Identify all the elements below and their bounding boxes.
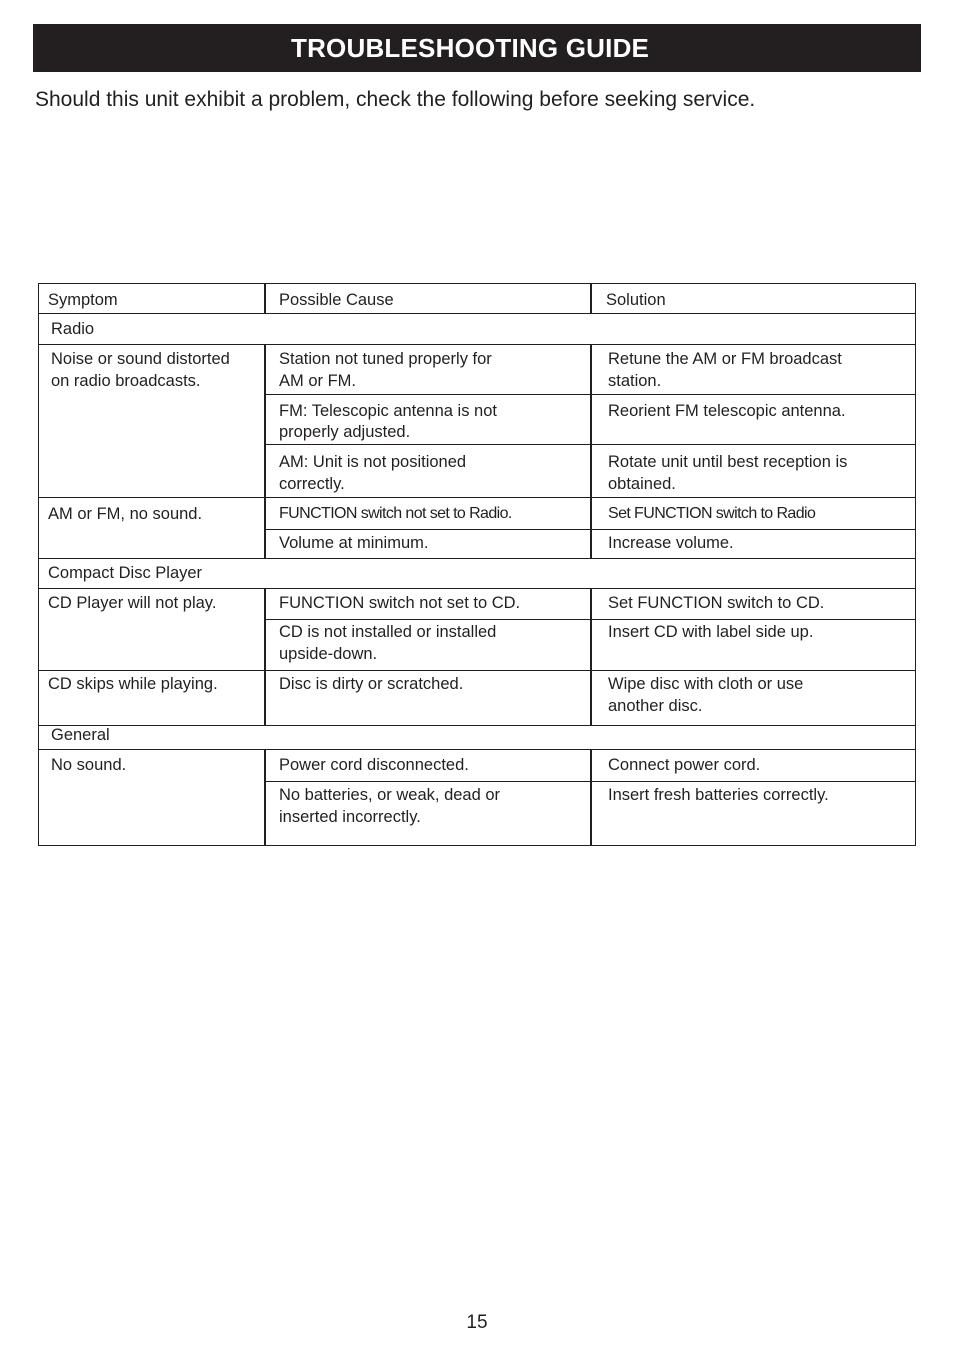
- solution-cell: Set FUNCTION switch to Radio: [608, 505, 816, 522]
- table-rule: [39, 749, 915, 750]
- solution-cell: station.: [608, 372, 662, 390]
- cause-cell: Disc is dirty or scratched.: [279, 675, 464, 693]
- page-title: TROUBLESHOOTING GUIDE: [33, 24, 921, 72]
- symptom-cell: on radio broadcasts.: [51, 372, 201, 390]
- page-number: 15: [466, 1312, 488, 1333]
- solution-cell: Insert CD with label side up.: [608, 623, 814, 641]
- cause-cell: No batteries, or weak, dead or: [279, 786, 501, 804]
- table-rule: [39, 313, 915, 314]
- symptom-cell: Noise or sound distorted: [51, 350, 230, 368]
- cause-cell: CD is not installed or installed: [279, 623, 497, 641]
- symptom-cell: CD skips while playing.: [48, 675, 218, 693]
- column-rule: [590, 344, 592, 558]
- column-header-cause: Possible Cause: [279, 291, 394, 309]
- cause-cell: upside-down.: [279, 645, 378, 663]
- symptom-cell: CD Player will not play.: [48, 594, 217, 612]
- table-rule: [39, 725, 915, 726]
- troubleshooting-table: [38, 283, 916, 846]
- table-rule: [39, 558, 915, 559]
- column-rule: [264, 588, 266, 725]
- solution-cell: Rotate unit until best reception is: [608, 453, 848, 471]
- solution-cell: Connect power cord.: [608, 756, 761, 774]
- cause-cell: correctly.: [279, 475, 345, 493]
- table-rule: [39, 497, 915, 498]
- cause-cell: inserted incorrectly.: [279, 808, 421, 826]
- cause-cell: FUNCTION switch not set to Radio.: [279, 505, 512, 522]
- section-label-radio: Radio: [51, 320, 95, 338]
- section-label-cd: Compact Disc Player: [48, 564, 203, 582]
- section-label-general: General: [51, 726, 110, 744]
- table-rule: [39, 670, 915, 671]
- solution-cell: obtained.: [608, 475, 676, 493]
- column-rule: [264, 749, 266, 846]
- solution-cell: Increase volume.: [608, 534, 734, 552]
- column-rule: [264, 284, 266, 313]
- column-rule: [590, 749, 592, 846]
- cause-cell: Power cord disconnected.: [279, 756, 469, 774]
- column-header-symptom: Symptom: [48, 291, 118, 309]
- solution-cell: Set FUNCTION switch to CD.: [608, 594, 825, 612]
- symptom-cell: AM or FM, no sound.: [48, 505, 203, 523]
- cause-cell: Station not tuned properly for: [279, 350, 492, 368]
- cause-cell: Volume at minimum.: [279, 534, 429, 552]
- column-rule: [590, 284, 592, 313]
- cause-cell: AM or FM.: [279, 372, 356, 390]
- table-rule: [39, 344, 915, 345]
- solution-cell: Reorient FM telescopic antenna.: [608, 402, 846, 420]
- column-header-solution: Solution: [606, 291, 666, 309]
- cause-cell: FM: Telescopic antenna is not: [279, 402, 497, 420]
- table-rule: [39, 588, 915, 589]
- cause-cell: properly adjusted.: [279, 423, 411, 441]
- column-rule: [590, 588, 592, 725]
- intro-text: Should this unit exhibit a problem, check the following before seeking service.: [35, 88, 756, 111]
- symptom-cell: No sound.: [51, 756, 127, 774]
- solution-cell: Wipe disc with cloth or use: [608, 675, 804, 693]
- solution-cell: another disc.: [608, 697, 703, 715]
- cause-cell: AM: Unit is not positioned: [279, 453, 467, 471]
- column-rule: [264, 344, 266, 558]
- solution-cell: Retune the AM or FM broadcast: [608, 350, 842, 368]
- cause-cell: FUNCTION switch not set to CD.: [279, 594, 521, 612]
- solution-cell: Insert fresh batteries correctly.: [608, 786, 829, 804]
